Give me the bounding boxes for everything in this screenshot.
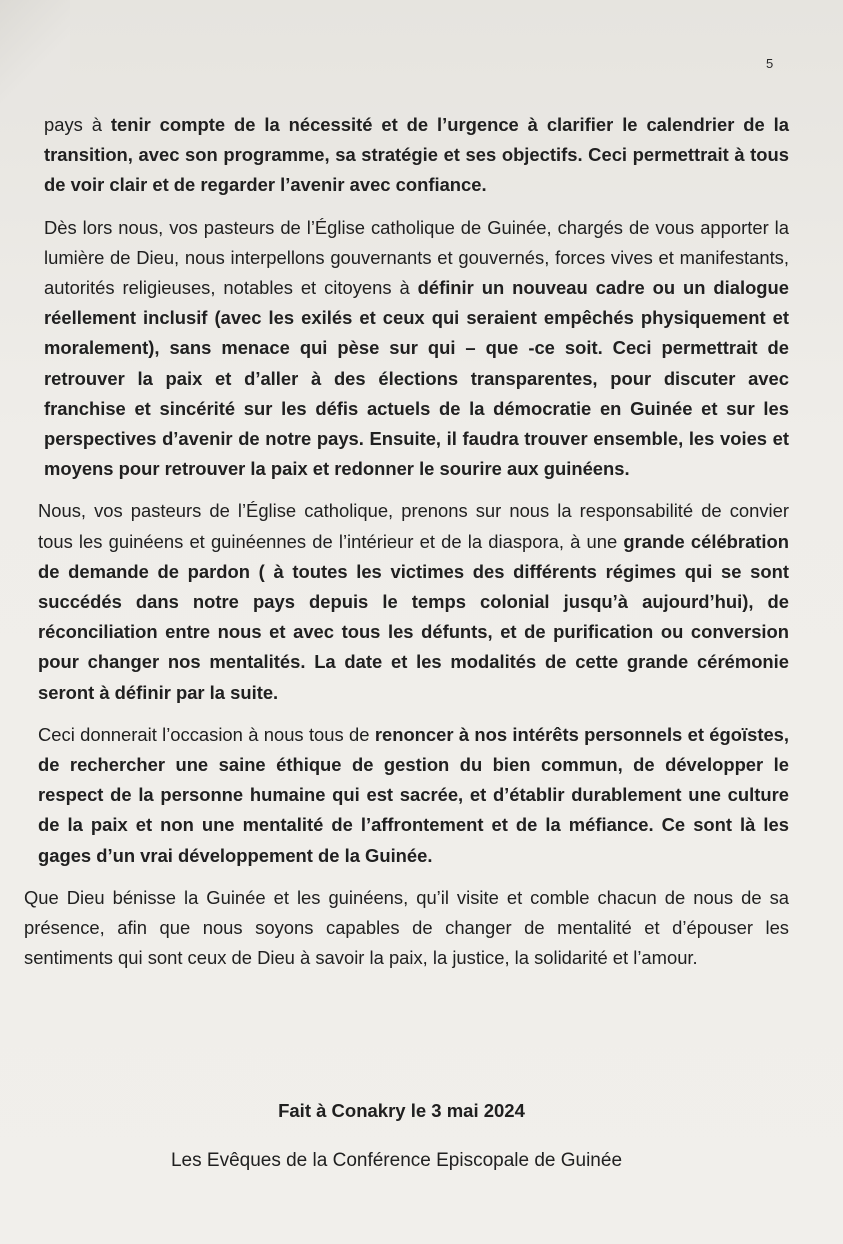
paragraph-2-text-a: Dès lors nous, vos pasteurs de l’Église catholique de Guinée, chargés de vous apporter la lumière de Dieu, nous interpellons gouvernants et gouvernés, forces vives et manifestants, autorités religieuses, notables et citoyens à <box>44 216 789 299</box>
paragraph-1-text-b: tenir compte de la nécessité et de l’urgence à clarifier le calendrier de la transition, avec son programme, sa stratégie et ses objectifs. Ceci permettrait à tous de voir clair et de regarder l’avenir avec confiance. <box>44 114 789 196</box>
letter-body <box>24 110 790 985</box>
paragraph-4 <box>38 720 789 871</box>
paragraph-4-text-a: Ceci donnerait l’occasion à nous tous de <box>38 723 375 745</box>
signature-place-date: Fait à Conakry le 3 mai 2024 <box>278 1100 525 1121</box>
paragraph-3-text-b: grande célébration de demande de pardon ( à toutes les victimes des différents régimes qui se sont succédés dans notre pays depuis le temps colonial jusqu’à aujourd’hui), de réconciliation entre nous et avec tous les défunts, et de purification ou conversion pour changer nos mentalités. La date et les modalités de cette grande cérémonie seront à définir par la suite. <box>38 530 789 703</box>
paragraph-3 <box>38 496 789 707</box>
paragraph-2 <box>44 213 789 485</box>
page-fold-shadow <box>0 0 70 110</box>
paragraph-3-text-a: Nous, vos pasteurs de l’Église catholique, prenons sur nous la responsabilité de convier tous les guinéens et guinéennes de l’intérieur et de la diaspora, à une <box>38 500 789 552</box>
paragraph-5 <box>24 883 789 974</box>
paragraph-5-text: Que Dieu bénisse la Guinée et les guinéens, qu’il visite et comble chacun de nous de sa présence, afin que nous soyons capables de changer de mentalité et d’épouser les sentiments qui sont ceux de Dieu à savoir la paix, la justice, la solidarité et l’amour. <box>24 886 789 969</box>
paragraph-1 <box>44 110 789 201</box>
page-number: 5 <box>766 56 774 71</box>
paragraph-2-text-b: définir un nouveau cadre ou un dialogue réellement inclusif (avec les exilés et ceux qui seraient empêchés physiquement et moralement), sans menace qui pèse sur qui – que -ce soit. Ceci permettrait de retrouver la paix et d’aller à des élections transparentes, pour discuter avec franchise et sincérité sur les défis actuels de la démocratie en Guinée et sur les perspectives d’avenir de notre pays. Ensuite, il faudra trouver ensemble, les voies et moyens pour retrouver la paix et redonner le sourire aux guinéens. <box>44 277 789 480</box>
paragraph-4-text-b: renoncer à nos intérêts personnels et égoïstes, de rechercher une saine éthique de gestion du bien commun, de développer le respect de la personne humaine qui est sacrée, et d’établir durablement une culture de la paix et non une mentalité de l’affrontement et de la méfiance. Ce sont là les gages d’un vrai développement de la Guinée. <box>38 723 790 866</box>
signature-signatory: Les Evêques de la Conférence Episcopale de Guinée <box>170 1150 623 1171</box>
paragraph-1-text-a: pays à <box>44 114 111 135</box>
